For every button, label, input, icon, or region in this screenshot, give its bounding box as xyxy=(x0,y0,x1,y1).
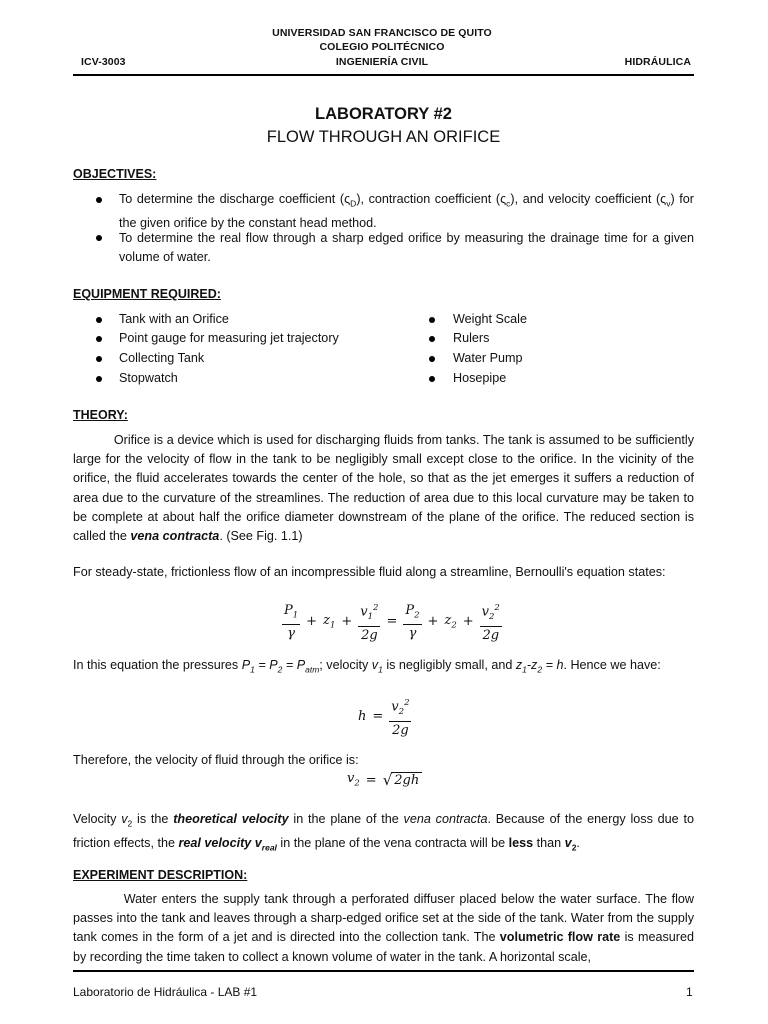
bullet-icon xyxy=(429,376,435,382)
head-equation: h = $\frac{v_2^2}{2g}$ xyxy=(358,695,411,739)
objective-item: To determine the discharge coefficient $(\varsigma_D)$, contraction coefficient $(\varsigma_c)$, and velocity coefficient $(\varsigma_v)$ for the given orifice by the constant head method. xyxy=(119,192,694,230)
bullet-icon xyxy=(429,317,435,323)
equipment-item: Rulers xyxy=(453,331,490,345)
header-line-3 xyxy=(73,56,691,70)
bullet-icon xyxy=(429,356,435,362)
lab-title: LABORATORY #2 xyxy=(315,105,452,123)
theory-paragraph: Orifice is a device which is used for discharging fluids from tanks. The tank is assumed to be sufficiently large for the velocity of flow in the tank to be negligibly small except close to the orifice. In the vicinity of the orifice, the fluid accelerates towards the center of the hole, so that as the jet emerges it suffers a reduction of area due to the curvature of the streamlines. The reduction of area due to this local curvature may be taken to be complete at about half the orifice diameter downstream of the plane of the orifice. The reduced section is called the vena contracta. (See Fig. 1.1) xyxy=(73,433,694,544)
equipment-item: Point gauge for measuring jet trajectory xyxy=(119,331,339,345)
header-course-code: ICV-3003 xyxy=(81,56,126,68)
footer-rule xyxy=(73,970,694,972)
bernoulli-intro: For steady-state, frictionless flow of an incompressible fluid along a streamline, Bernoulli's equation states: xyxy=(73,565,666,579)
header-rule xyxy=(73,74,694,76)
equipment-item: Collecting Tank xyxy=(119,351,205,365)
header-program: INGENIERÍA CIVIL xyxy=(335,56,429,68)
equipment-item: Water Pump xyxy=(453,351,523,365)
bullet-icon xyxy=(96,376,102,382)
theoretical-velocity-paragraph: Velocity $v_2$ is the theoretical velocity in the plane of the vena contracta. Because of the energy loss due to friction effects, the real velocity $v_{real}$ in the plane of the vena contracta will be less than $v_2$. xyxy=(73,812,694,853)
theory-heading: THEORY: xyxy=(73,408,128,422)
equipment-item: Stopwatch xyxy=(119,371,178,385)
equipment-heading: EQUIPMENT REQUIRED: xyxy=(73,287,221,301)
experiment-paragraph: Water enters the supply tank through a perforated diffuser placed below the water surface. The flow passes into the tank and leaves through a sharp-edged orifice set at the side of the tank. Water from the supply tank comes in the form of a jet and is directed into the collection tank. The volumetric flow rate is measured by recording the time taken to collect a known volume of water in the tank. A horizontal scale, xyxy=(73,892,694,964)
header-line-1 xyxy=(73,27,691,41)
velocity-equation: $v_2$ = √ 2gh xyxy=(347,771,422,789)
experiment-heading: EXPERIMENT DESCRIPTION: xyxy=(73,868,248,882)
page-number: 1 xyxy=(686,985,693,999)
bullet-icon xyxy=(96,317,102,323)
bullet-icon xyxy=(96,235,102,241)
header-university: UNIVERSIDAD SAN FRANCISCO DE QUITO xyxy=(272,27,492,39)
footer-label: Laboratorio de Hidráulica - LAB #1 xyxy=(73,985,258,999)
bullet-icon xyxy=(429,336,435,342)
bullet-icon xyxy=(96,197,102,203)
objectives-heading: OBJECTIVES: xyxy=(73,167,157,181)
velocity-intro: Therefore, the velocity of fluid through the orifice is: xyxy=(73,753,359,767)
header-line-2 xyxy=(73,41,691,55)
equipment-item: Tank with an Orifice xyxy=(119,312,229,326)
lab-subtitle: FLOW THROUGH AN ORIFICE xyxy=(266,128,501,146)
equipment-item: Weight Scale xyxy=(453,312,527,326)
bernoulli-equation: $\frac{P_1}{\gamma}$ + $z_1$ + $\frac{v_1^2}{2g}$ = $\frac{P_2}{\gamma}$ + $z_2$ + $\frac{v_2^2}{2g}$ xyxy=(282,600,492,644)
pressure-assumption-text: In this equation the pressures $P_1 = P_2 = P_{atm}$; velocity $v_1$ is negligibly small, and $z_1-z_2 = h$. Hence we have: xyxy=(73,658,661,675)
bullet-icon xyxy=(96,336,102,342)
objective-item: To determine the real flow through a sharp edged orifice by measuring the drainage time for a given volume of water. xyxy=(119,231,694,265)
bullet-icon xyxy=(96,356,102,362)
header-subject: HIDRÁULICA xyxy=(624,56,691,68)
equipment-item: Hosepipe xyxy=(453,371,507,385)
header-college: COLEGIO POLITÉCNICO xyxy=(319,41,445,53)
